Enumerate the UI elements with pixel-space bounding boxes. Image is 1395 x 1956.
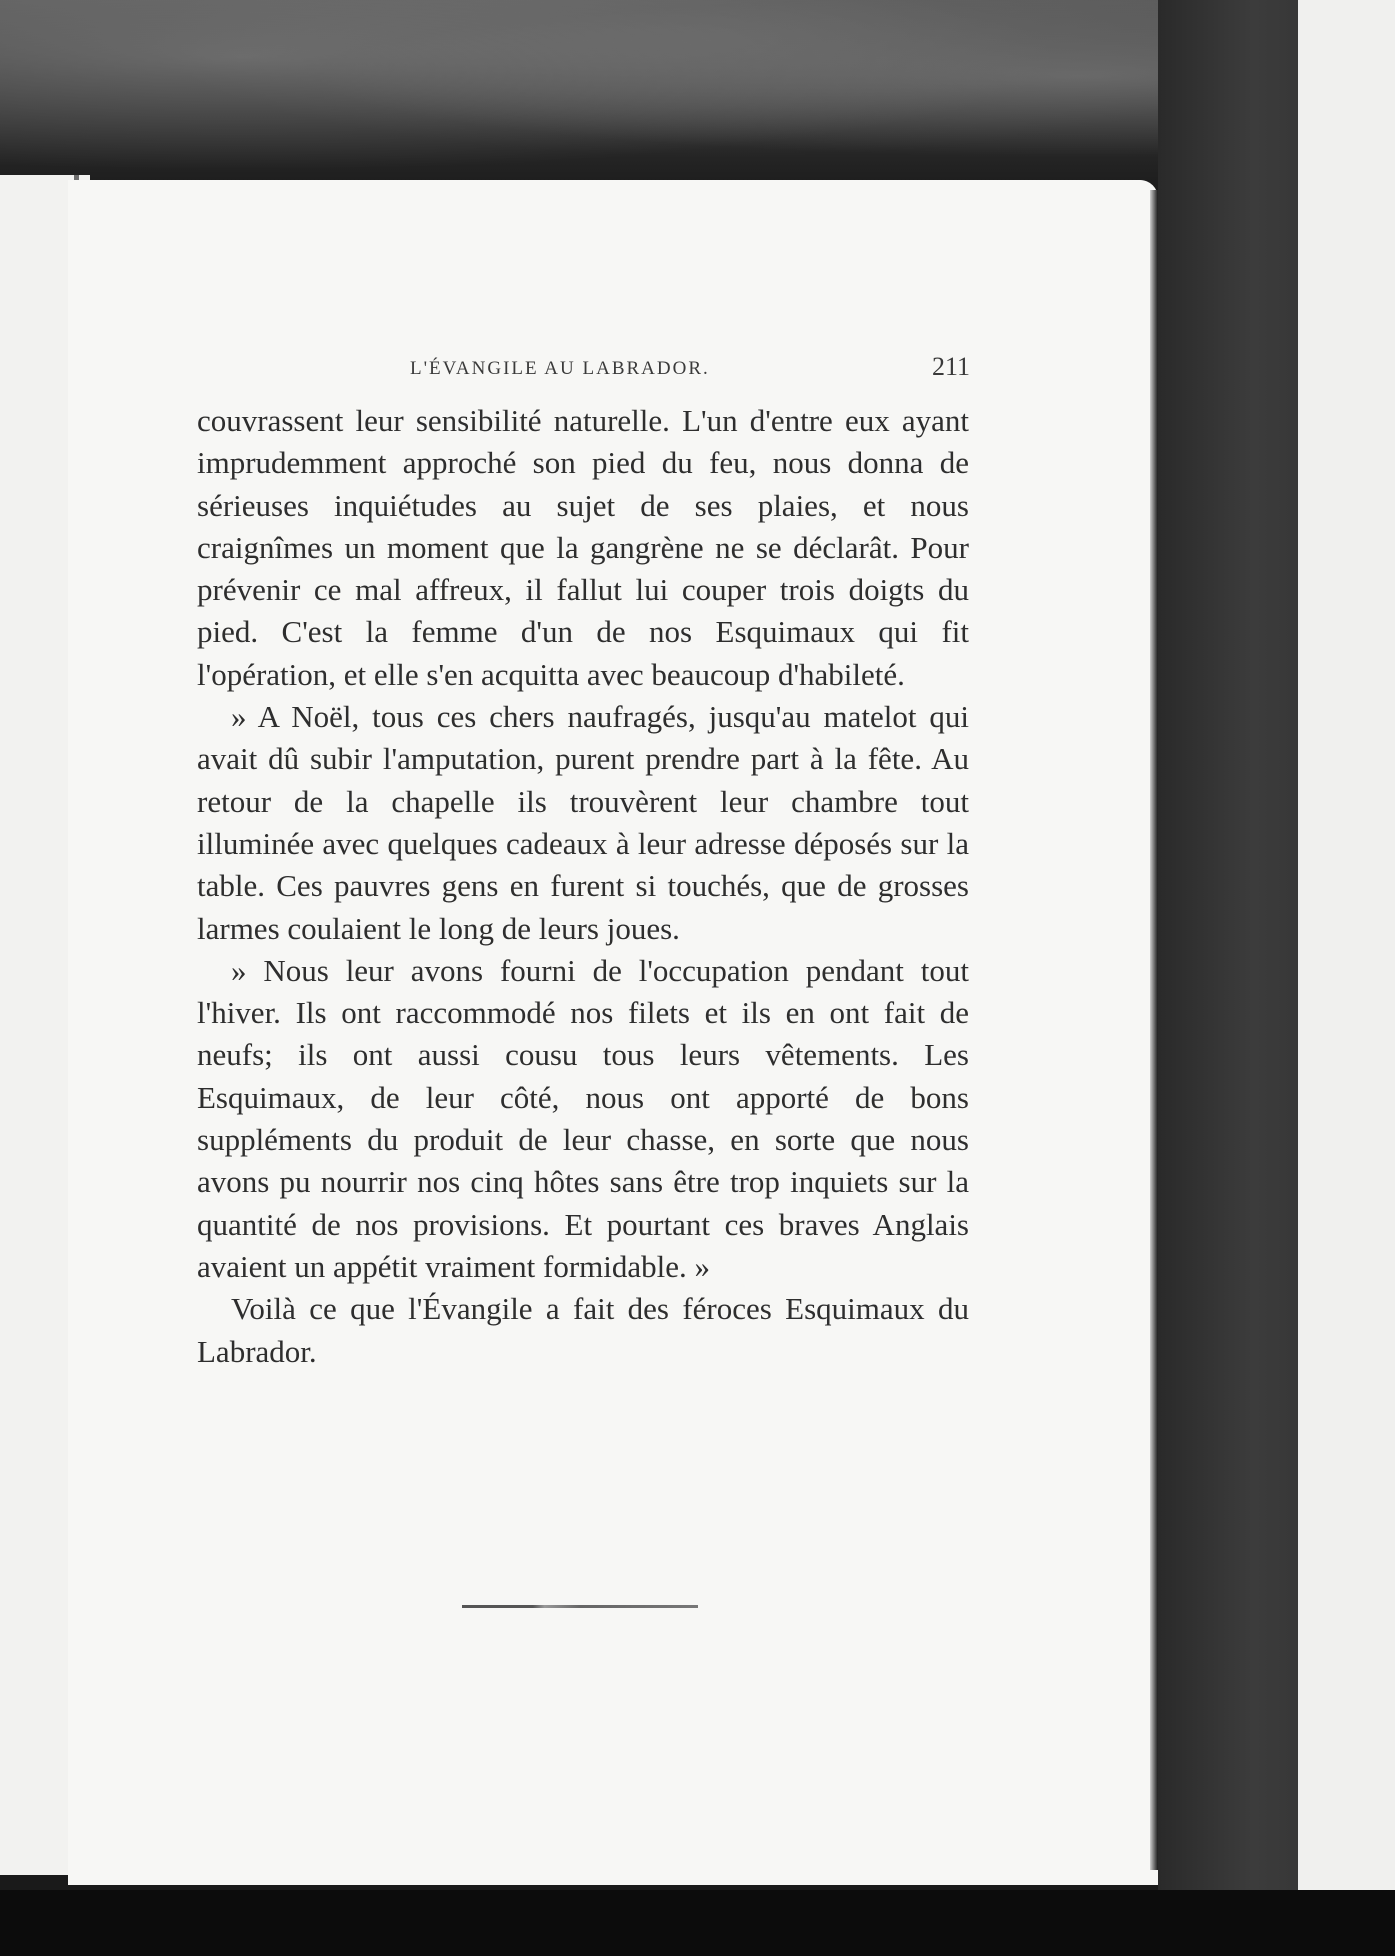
top-smear xyxy=(0,0,1200,190)
paragraph: » Nous leur avons fourni de l'occupation pendant tout l'hiver. Ils ont raccommodé nos filets et ils en ont fait de neufs; ils ont aussi cousu tous leurs vêtements. Les Esquimaux, de leur côté, nous ont apporté de bons suppléments du produit de leur chasse, en sorte que nous avons pu nourrir nos cinq hôtes sans être trop inquiets sur la quantité de nos provisions. Et pourtant ces braves Anglais avaient un appétit vraiment formidable. » xyxy=(197,952,969,1284)
bottom-dark-band xyxy=(0,1890,1395,1956)
end-of-section-rule xyxy=(462,1605,698,1608)
right-light-strip xyxy=(1298,0,1395,1956)
top-shadow-region xyxy=(0,0,1200,190)
paragraph: couvrassent leur sensibilité naturelle. L'un d'entre eux ayant imprudemment approché son pied du feu, nous donna de sérieuses inquiétudes au sujet de ses plaies, et nous craignîmes un moment que la gangrène ne se déclarât. Pour prévenir ce mal affreux, il fallut lui couper trois doigts du pied. C'est la femme d'un de nos Esquimaux qui fit l'opération, et elle s'en acquitta avec beaucoup d'habileté. xyxy=(197,403,969,692)
paragraph: Voilà ce que l'Évangile a fait des féroces Esquimaux du Labrador. xyxy=(197,1291,969,1369)
page-right-edge xyxy=(1150,190,1158,1870)
paragraph: » A Noël, tous ces chers naufragés, jusqu'au matelot qui avait dû subir l'amputation, purent prendre part à la fête. Au retour de la chapelle ils trouvèrent leur chambre tout illuminée avec quelques cadeaux à leur adresse déposés sur la table. Ces pauvres gens en furent si touchés, que de grosses larmes coulaient le long de leurs joues. xyxy=(197,699,969,946)
page-number: 211 xyxy=(931,352,970,381)
page-header xyxy=(200,352,980,392)
running-title: L'ÉVANGILE AU LABRADOR. xyxy=(410,358,710,379)
body-text xyxy=(197,400,969,1373)
right-margin-region xyxy=(1158,0,1395,1956)
